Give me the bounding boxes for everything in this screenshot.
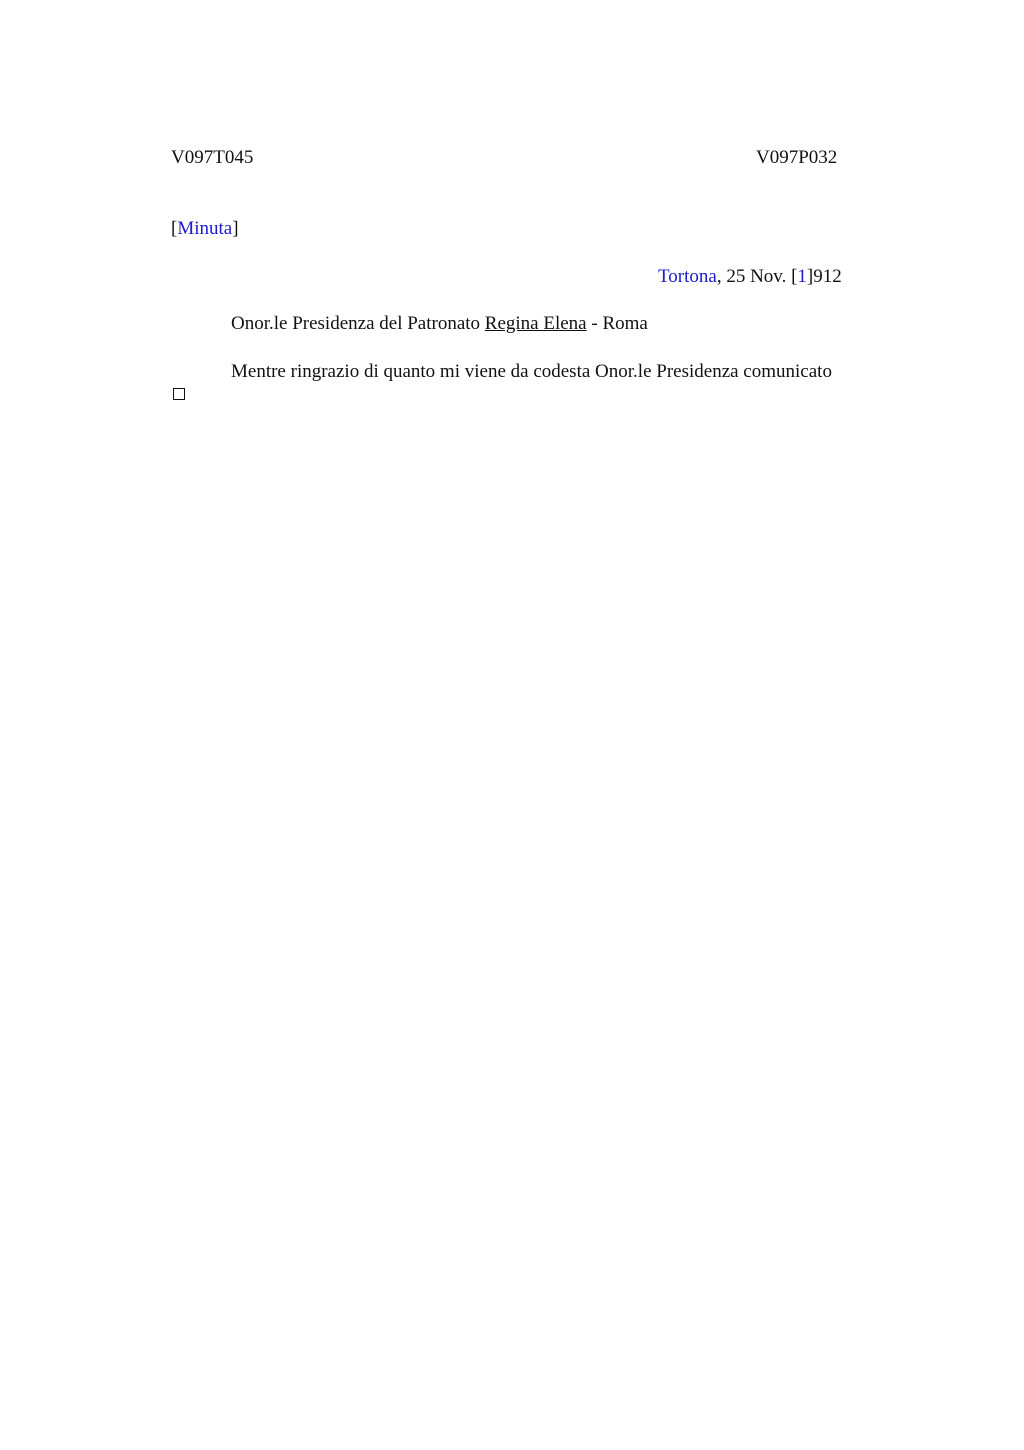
dateline — [658, 266, 842, 288]
document-type-label — [171, 218, 239, 240]
year-digit-link[interactable]: 1 — [797, 266, 807, 287]
open-bracket: [ — [171, 218, 178, 239]
document-code-left: V097T045 — [171, 147, 254, 168]
document-code-right: V097P032 — [756, 147, 838, 168]
addressee-line — [231, 313, 648, 335]
addressee-prefix: Onor.le Presidenza del Patronato — [231, 313, 485, 334]
addressee-suffix: - Roma — [586, 313, 648, 334]
date-prefix: , 25 Nov. [ — [716, 266, 798, 287]
checkbox-icon[interactable] — [173, 388, 185, 400]
close-bracket: ] — [232, 218, 239, 239]
minuta-link[interactable]: Minuta — [177, 218, 233, 239]
body-text-line: Mentre ringrazio di quanto mi viene da codesta Onor.le Presidenza comunicato — [231, 361, 832, 382]
addressee-name: Regina Elena — [484, 313, 587, 334]
date-suffix: ]912 — [806, 266, 842, 287]
place-link[interactable]: Tortona — [658, 266, 717, 287]
